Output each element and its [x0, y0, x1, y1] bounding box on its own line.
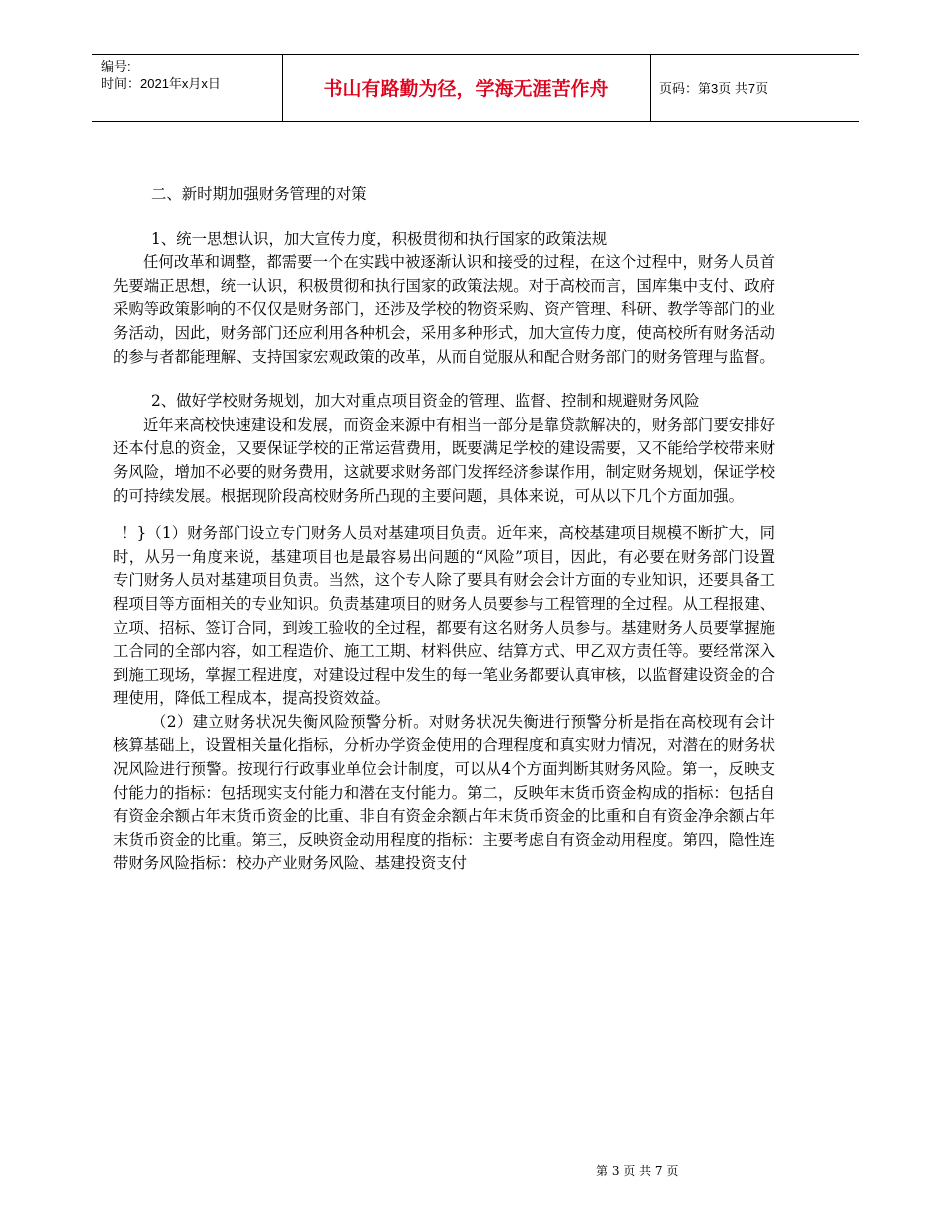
- spacer: [113, 508, 775, 522]
- spacer: [113, 369, 775, 390]
- item1-title: 1、统一思想认识，加大宣传力度，积极贯彻和执行国家的政策法规: [151, 229, 608, 248]
- header-page-info: 页码：第3页 共7页: [659, 81, 769, 96]
- header-meta: [101, 58, 221, 92]
- sub1-paragraph: ！}（1）财务部门设立专门财务人员对基建项目负责。近年来，高校基建项目规模不断扩大，同时，从另一角度来说，基建项目也是最容易出问题的“风险”项目，因此，有必要在财务部门设置专门财务人员对基建项目负责。当然，这个专人除了要具有财会会计方面的专业知识，还要具备工程项目等方面相关的专业知识。负责基建项目的财务人员要参与工程管理的全过程。从工程报建、立项、招标、签订合同，到竣工验收的全过程，都要有这名财务人员参与。基建财务人员要掌握施工合同的全部内容，如工程造价、施工工期、材料供应、结算方式、甲乙双方责任等。要经常深入到施工现场，掌握工程进度，对建设过程中发生的每一笔业务都要认真审核，以监督建设资金的合理使用，降低工程成本，提高投资效益。: [113, 524, 775, 708]
- item1-paragraph: 任何改革和调整，都需要一个在实践中被逐渐认识和接受的过程，在这个过程中，财务人员首先要端正思想，统一认识，积极贯彻和执行国家的政策法规。对于高校而言，国库集中支付、政府采购等政策影响的不仅仅是财务部门，还涉及学校的物资采购、资产管理、科研、教学等部门的业务活动，因此，财务部门还应利用各种机会，采用多种形式，加大宣传力度，使高校所有财务活动的参与者都能理解、支持国家宏观政策的改革，从而自觉服从和配合财务部门的财务管理与监督。: [113, 253, 775, 366]
- item2-paragraph: 近年来高校快速建设和发展，而资金来源中有相当一部分是靠贷款解决的，财务部门要安排好还本付息的资金，又要保证学校的正常运营费用，既要满足学校的建设需要，又不能给学校带来财务风险，增加不必要的财务费用，这就要求财务部门发挥经济参谋作用，制定财务规划，保证学校的可持续发展。根据现阶段高校财务所凸现的主要问题，具体来说，可从以下几个方面加强。: [113, 415, 775, 505]
- item2-title: 2、做好学校财务规划，加大对重点项目资金的管理、监督、控制和规避财务风险: [151, 392, 700, 411]
- document-time-label: 时间：2021年x月x日: [101, 76, 221, 91]
- page-footer: 第 3 页 共 7 页: [596, 1164, 679, 1178]
- section-title: 二、新时期加强财务管理的对策: [151, 185, 367, 203]
- sub2-paragraph: （2）建立财务状况失衡风险预警分析。对财务状况失衡进行预警分析是指在高校现有会计核算基础上，设置相关量化指标，分析办学资金使用的合理程度和真实财力情况，对潜在的财务状况风险进行预警。按现行行政事业单位会计制度，可以从4个方面判断其财务风险。第一，反映支付能力的指标：包括现实支付能力和潜在支付能力。第二，反映年末货币资金构成的指标：包括自有资金余额占年末货币资金的比重、非自有资金余额占年末货币资金的比重和自有资金净余额占年末货币资金的比重。第三，反映资金动用程度的指标：主要考虑自有资金动用程度。第四，隐性连带财务风险指标：校办产业财务风险、基建投资支付: [113, 712, 775, 873]
- document-body: [113, 183, 775, 876]
- header-divider-right: [650, 54, 651, 121]
- header-top-rule: [92, 54, 859, 55]
- header-bottom-rule: [92, 121, 859, 122]
- spacer: [113, 207, 775, 228]
- document-number-label: 编号:: [101, 59, 131, 74]
- header-motto: 书山有路勤为径，学海无涯苦作舟: [323, 78, 609, 100]
